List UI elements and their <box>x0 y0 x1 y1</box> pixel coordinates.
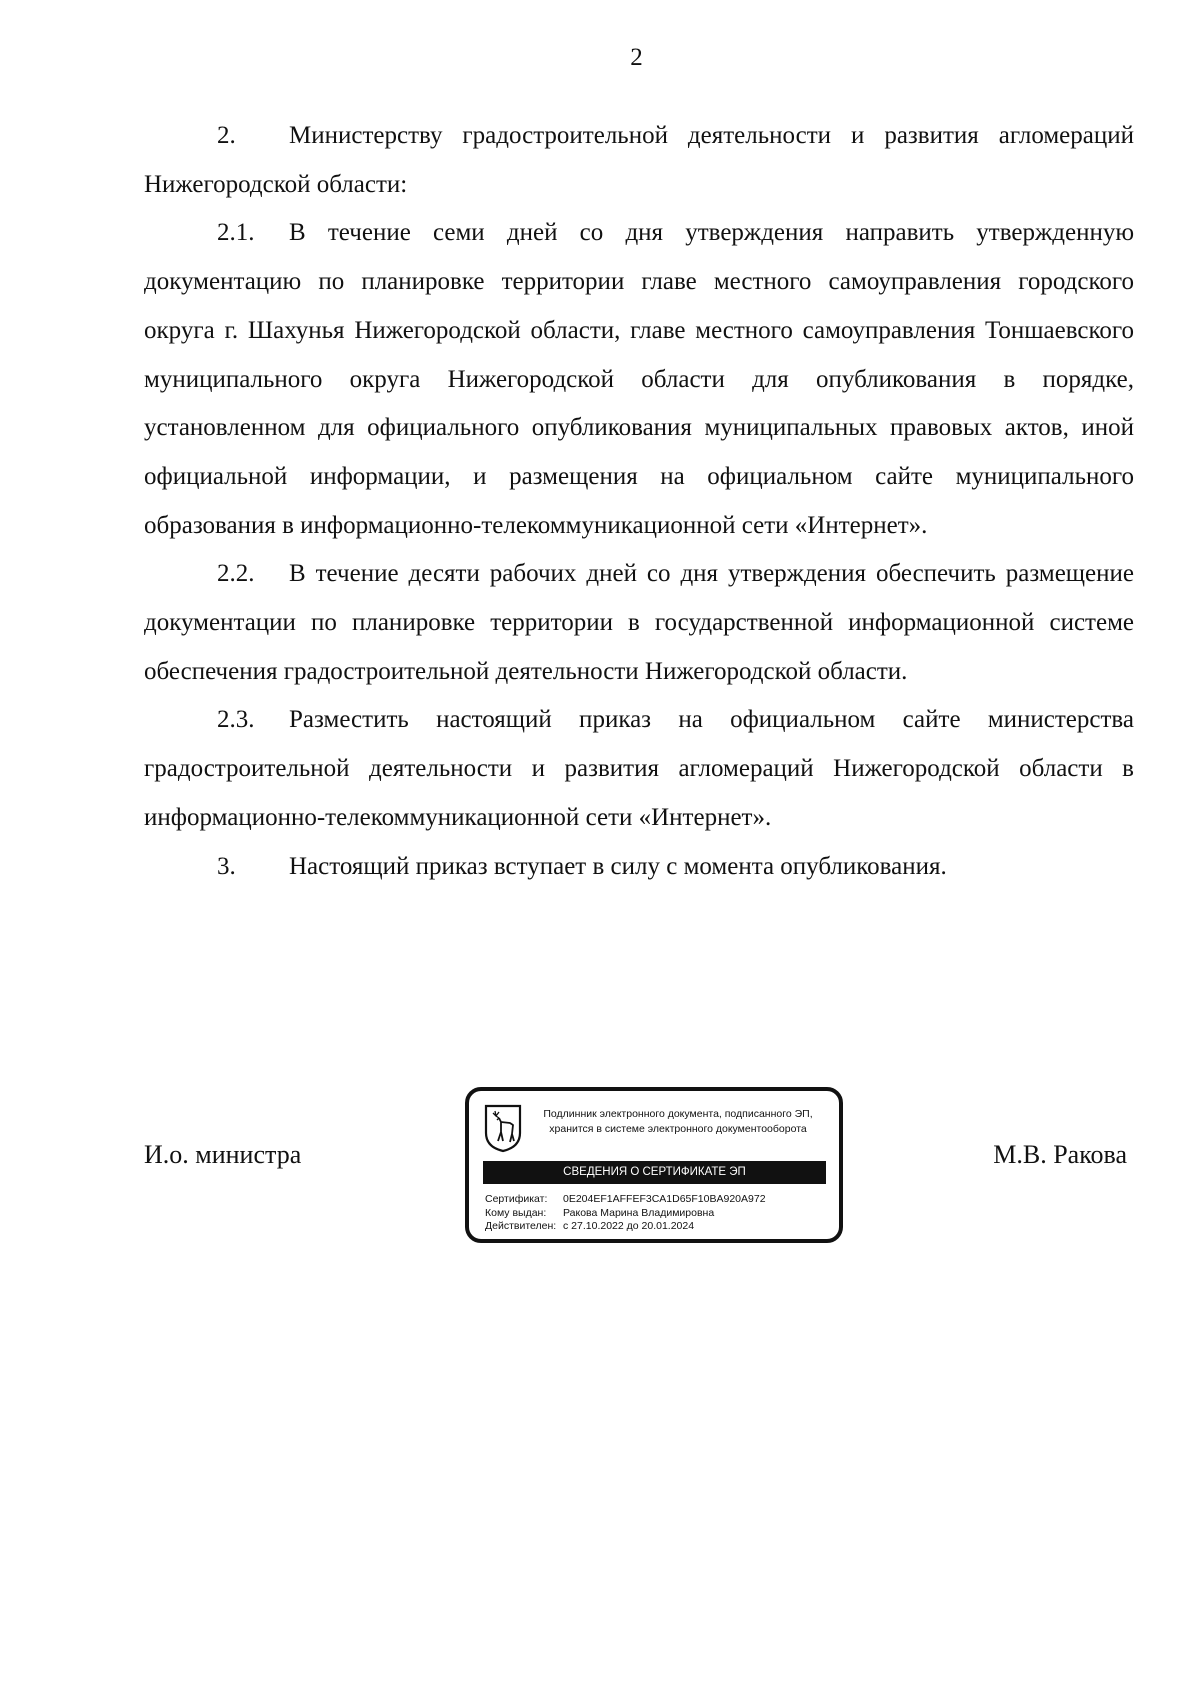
paragraph-2-2 <box>144 550 1134 696</box>
deer-emblem-icon <box>483 1103 523 1153</box>
paragraph-2-3 <box>144 696 1134 842</box>
paragraph-2-1 <box>144 209 1134 550</box>
certificate-details <box>485 1193 766 1234</box>
certificate-info-bar: СВЕДЕНИЯ О СЕРТИФИКАТЕ ЭП <box>483 1161 826 1184</box>
issued-to-label: Кому выдан: <box>485 1206 547 1219</box>
paragraph-text: Разместить настоящий приказ на официальном сайте министерства градостроительной деятельности и развития агломераций Нижегородской области в информационно-телекоммуникационной сети «Интернет». <box>144 706 1134 831</box>
paragraph-text: В течение десяти рабочих дней со дня утверждения обеспечить размещение документации по планировке территории в государственной информационной системе обеспечения градостроительной деятельности Нижегородской области. <box>144 560 1134 685</box>
issued-to-value: Ракова Марина Владимировна <box>563 1206 715 1219</box>
stamp-header-line: хранится в системе электронного документооборота <box>549 1123 807 1135</box>
certificate-label: Сертификат: <box>485 1193 548 1205</box>
paragraph-text: В течение семи дней со дня утверждения направить утвержденную документацию по планировке территории главе местного самоуправления городского округа г. Шахунья Нижегородской области, главе местного самоуправления Тоншаевского муниципального округа Нижегородской области для опубликования в порядке, установленном для официального опубликования муниципальных правовых актов, иной официальной информации, и размещения на официальном сайте муниципального образования в информационно-телекоммуникационной сети «Интернет». <box>144 219 1134 539</box>
paragraph-number: 2.3. <box>217 706 255 734</box>
stamp-header <box>529 1107 827 1137</box>
paragraph-number: 2. <box>217 122 236 149</box>
paragraph-number: 2.2. <box>217 560 255 588</box>
paragraph-2 <box>144 112 1134 209</box>
certificate-value: 0E204EF1AFFEF3CA1D65F10BA920A972 <box>563 1193 766 1205</box>
paragraph-number: 2.1. <box>217 219 255 247</box>
paragraph-number: 3. <box>217 852 236 880</box>
signatory-title: И.о. министра <box>144 1140 302 1169</box>
stamp-header-line: Подлинник электронного документа, подписанного ЭП, <box>543 1108 813 1120</box>
page-number: 2 <box>630 44 643 71</box>
signatory-name: М.В. Ракова <box>993 1140 1127 1169</box>
paragraph-3 <box>144 843 1134 892</box>
paragraph-text: Настоящий приказ вступает в силу с момента опубликования. <box>289 852 947 880</box>
validity-row <box>485 1220 766 1234</box>
electronic-signature-stamp <box>465 1087 843 1243</box>
paragraph-text: Министерству градостроительной деятельности и развития агломераций Нижегородской области: <box>144 122 1134 198</box>
validity-value: с 27.10.2022 до 20.01.2024 <box>563 1220 695 1232</box>
certificate-row <box>485 1193 766 1207</box>
validity-label: Действителен: <box>485 1220 557 1232</box>
document-body <box>144 112 1134 891</box>
issued-to-row <box>485 1207 766 1221</box>
